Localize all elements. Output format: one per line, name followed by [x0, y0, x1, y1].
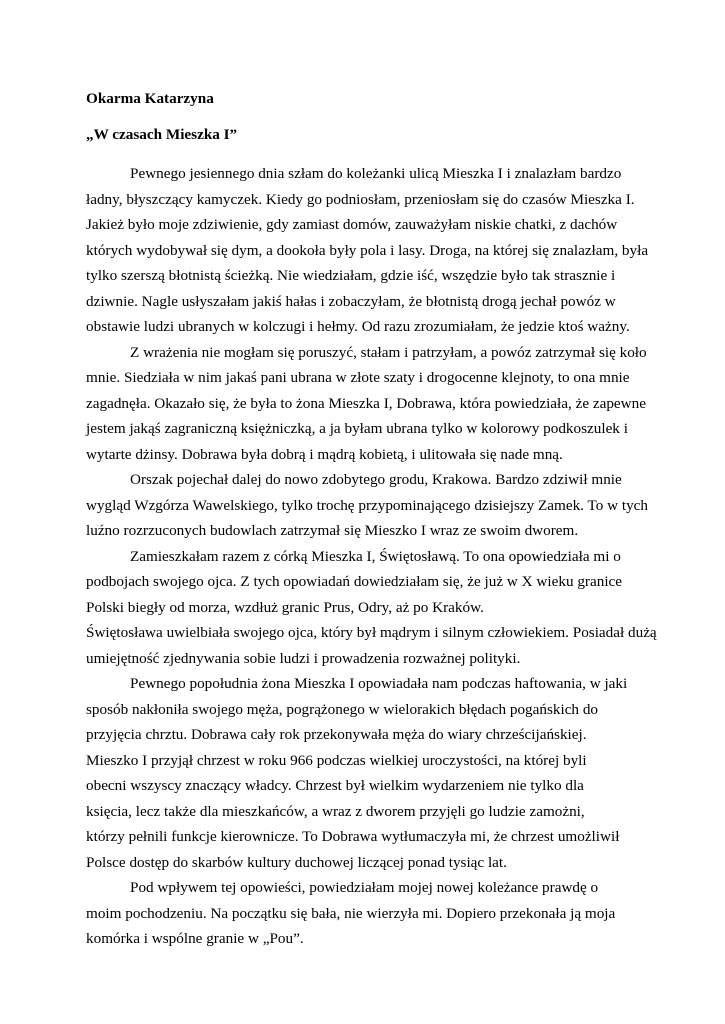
paragraph-line: obecni wszyscy znaczący władcy. Chrzest był wielkim wydarzeniem nie tylko dla — [86, 777, 584, 794]
paragraph-line: przyjęcia chrztu. Dobrawa cały rok przekonywała męża do wiary chrześcijańskiej. — [86, 726, 587, 743]
paragraph-line: Pewnego jesiennego dnia szłam do koleżanki ulicą Mieszka I i znalazłam bardzo — [130, 165, 622, 182]
paragraph-line: komórka i wspólne granie w „Pou”. — [86, 930, 304, 947]
paragraph-line: Zamieszkałam razem z córką Mieszka I, Świętosławą. To ona opowiedziała mi o — [130, 547, 621, 565]
document-content — [86, 89, 657, 952]
paragraph-line: zagadnęła. Okazało się, że była to żona Mieszka I, Dobrawa, która powiedziała, że zapewne — [86, 394, 646, 412]
paragraph — [86, 875, 646, 952]
paragraph-line: Polski biegły od morza, wzdłuż granic Prus, Odry, aż po Kraków. — [86, 598, 484, 616]
paragraph-line: Orszak pojechał dalej do nowo zdobytego grodu, Krakowa. Bardzo zdziwił mnie — [130, 471, 622, 488]
paragraph-line: wygląd Wzgórza Wawelskiego, tylko trochę przypominającego dzisiejszy Zamek. To w tych — [86, 496, 649, 514]
paragraph-line: tylko szerszą błotnistą ścieżką. Nie wiedziałam, gdzie iść, wszędzie było tak strasznie i — [86, 267, 616, 284]
paragraph-line: którzy pełnili funkcje kierownicze. To Dobrawa wytłumaczyła mi, że chrzest umożliwił — [86, 828, 620, 845]
paragraph — [86, 620, 657, 671]
paragraph-line: księcia, lecz także dla mieszkańców, a wraz z dworem przyjęli go ludzie zamożni, — [86, 802, 585, 820]
paragraph-line: dziwnie. Nagle usłyszałam jakiś hałas i zobaczyłam, że błotnistą drogą jechał powóz w — [86, 292, 616, 310]
paragraph-line: sposób nakłoniła swojego męża, pogrążonego w wielorakich błędach pogańskich do — [86, 700, 599, 718]
paragraph-line: Mieszko I przyjął chrzest w roku 966 podczas wielkiej uroczystości, na której byli — [86, 751, 587, 769]
paragraph-line: mnie. Siedziała w nim jakaś pani ubrana w złote szaty i drogocenne klejnoty, to ona mnie — [86, 369, 630, 386]
paragraph — [86, 671, 646, 875]
paragraph-line: Świętosława uwielbiała swojego ojca, który był mądrym i silnym człowiekiem. Posiadał dużą — [86, 624, 657, 641]
paragraph — [86, 467, 649, 544]
paragraph-line: Jakież było moje zdziwienie, gdy zamiast domów, zauważyłam niskie chatki, z dachów — [86, 216, 618, 233]
paragraph — [86, 544, 646, 621]
paragraph-line: podbojach swojego ojca. Z tych opowiadań dowiedziałam się, że już w X wieku granice — [86, 573, 623, 590]
author-name: Okarma Katarzyna — [86, 90, 214, 107]
document-body — [86, 161, 657, 952]
paragraph-line: obstawie ludzi ubranych w kolczugi i hełmy. Od razu zrozumiałam, że jedzie ktoś ważny. — [86, 318, 630, 335]
paragraph — [86, 340, 646, 468]
paragraph-line: których wydobywał się dym, a dookoła były pola i lasy. Droga, na której się znalazłam, była — [86, 241, 649, 259]
paragraph-line: Pod wpływem tej opowieści, powiedziałam mojej nowej koleżance prawdę o — [130, 879, 599, 896]
paragraph-line: umiejętność zjednywania sobie ludzi i prowadzenia rozważnej polityki. — [86, 649, 521, 667]
paragraph — [86, 161, 649, 340]
paragraph-line: moim pochodzeniu. Na początku się bała, nie wierzyła mi. Dopiero przekonała ją moja — [86, 904, 616, 922]
paragraph-line: ładny, błyszczący kamyczek. Kiedy go podniosłam, przeniosłam się do czasów Mieszka I. — [86, 190, 635, 208]
paragraph-line: jestem jakąś zagraniczną księżniczką, a ja byłam ubrana tylko w kolorowy podkoszulek i — [86, 420, 628, 437]
document-title: „W czasach Mieszka I” — [86, 126, 238, 143]
paragraph-line: Polsce dostęp do skarbów kultury duchowej liczącej ponad tysiąc lat. — [86, 853, 507, 871]
paragraph-line: Pewnego popołudnia żona Mieszka I opowiadała nam podczas haftowania, w jaki — [130, 675, 628, 692]
paragraph-line: wytarte dżinsy. Dobrawa była dobrą i mądrą kobietą, i ulitowała się nade mną. — [86, 445, 563, 463]
paragraph-line: Z wrażenia nie mogłam się poruszyć, stałam i patrzyłam, a powóz zatrzymał się koło — [130, 343, 647, 361]
paragraph-line: luźno rozrzuconych budowlach zatrzymał się Mieszko I wraz ze swoim dworem. — [86, 522, 579, 539]
